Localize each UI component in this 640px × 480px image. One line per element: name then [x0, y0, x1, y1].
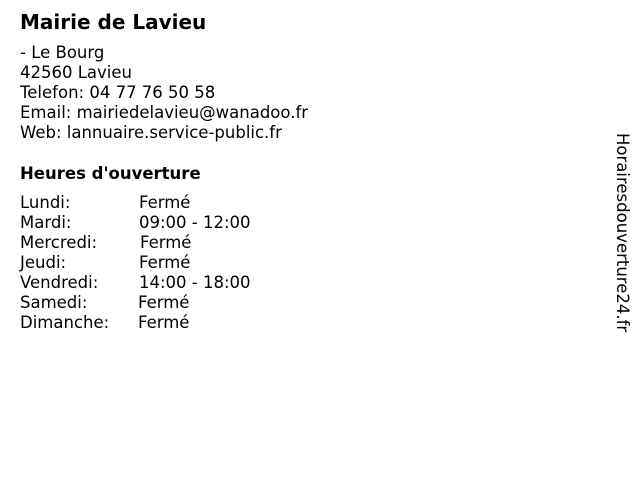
hours-day: Vendredi:: [20, 273, 99, 292]
hours-day: Jeudi:: [20, 253, 67, 272]
hours-time: 14:00 - 18:00: [139, 273, 251, 292]
hours-time: Fermé: [138, 313, 190, 332]
hours-time: Fermé: [139, 253, 191, 272]
address-email: Email: mairiedelavieu@wanadoo.fr: [20, 103, 309, 122]
side-brand-watermark: [603, 133, 640, 353]
hours-day: Dimanche:: [20, 313, 110, 332]
hours-day: Mardi:: [20, 213, 72, 232]
hours-time: Fermé: [138, 293, 190, 312]
hours-time: 09:00 - 12:00: [139, 213, 251, 232]
side-brand-text: Horairesdouverture24.fr: [613, 133, 632, 333]
address-web: Web: lannuaire.service-public.fr: [20, 123, 282, 142]
address-phone: Telefon: 04 77 76 50 58: [20, 83, 216, 102]
hours-day: Mercredi:: [20, 233, 98, 252]
hours-day: Lundi:: [20, 193, 71, 212]
page-title: Mairie de Lavieu: [20, 10, 207, 34]
address-block: [20, 43, 308, 143]
address-street: - Le Bourg: [20, 43, 105, 62]
hours-time: Fermé: [140, 233, 192, 252]
address-postal-city: 42560 Lavieu: [20, 63, 132, 82]
hours-day: Samedi:: [20, 293, 88, 312]
hours-time: Fermé: [139, 193, 191, 212]
hours-heading: Heures d'ouverture: [20, 164, 201, 183]
